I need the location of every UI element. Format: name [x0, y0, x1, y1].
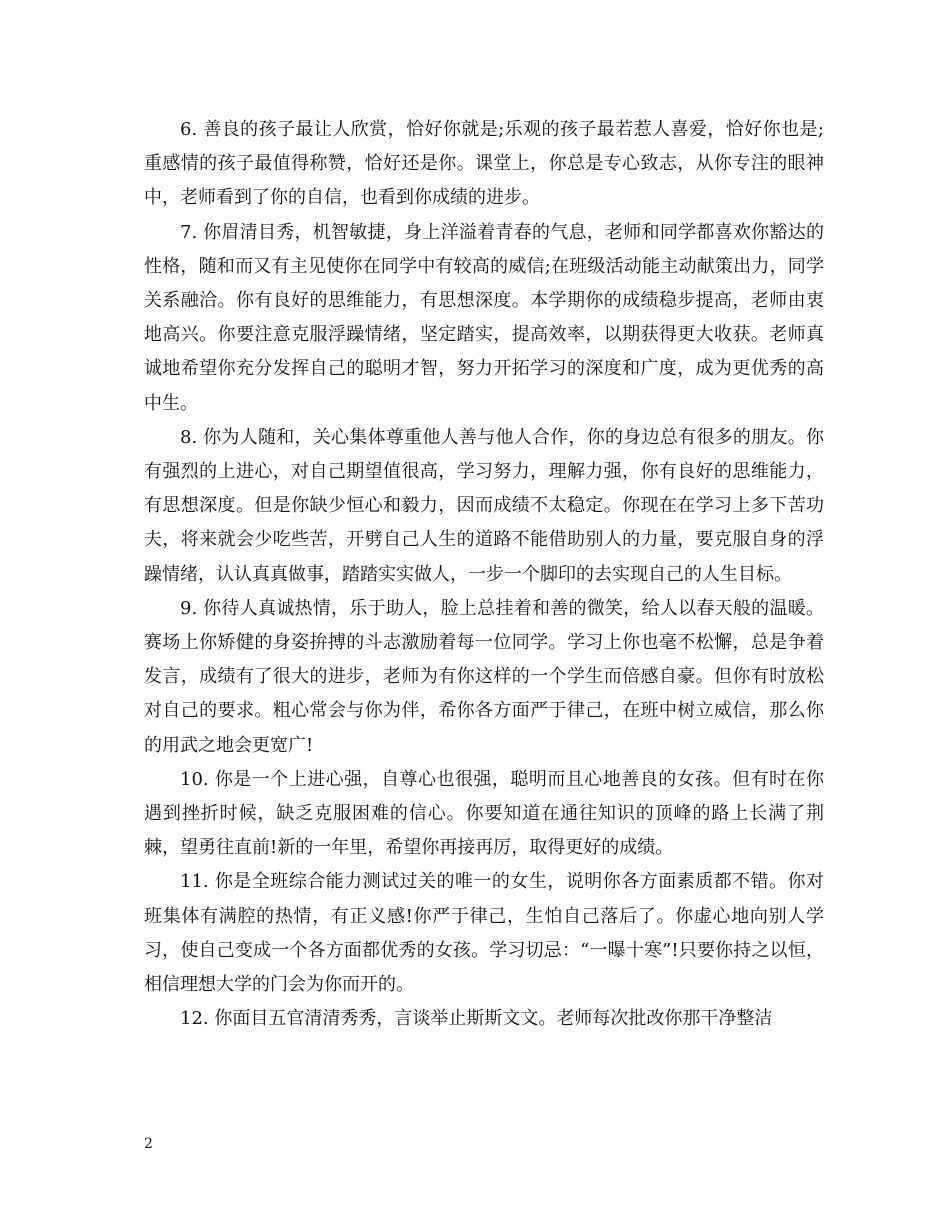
- paragraph-9: 9. 你待人真诚热情，乐于助人，脸上总挂着和善的微笑，给人以春天般的温暖。赛场上你矫健的身姿拚搏的斗志激励着每一位同学。学习上你也毫不松懈，总是争着发言，成绩有了很大的进步，老师为有你这样的一个学生而倍感自豪。但你有时放松对自己的要求。粗心常会与你为伴，希你各方面严于律己，在班中树立威信，那么你的用武之地会更宽广!: [144, 597, 824, 756]
- paragraph-12: 12. 你面目五官清清秀秀，言谈举止斯斯文文。老师每次批改你那干净整洁: [180, 1008, 773, 1030]
- paragraph-7: 7. 你眉清目秀，机智敏捷，身上洋溢着青春的气息，老师和同学都喜欢你豁达的性格，随和而又有主见使你在同学中有较高的威信;在班级活动能主动献策出力，同学关系融洽。你有良好的思维能力，有思想深度。本学期你的成绩稳步提高，老师由衷地高兴。你要注意克服浮躁情绪，坚定踏实，提高效率，以期获得更大收获。老师真诚地希望你充分发挥自己的聪明才智，努力开拓学习的深度和广度，成为更优秀的高中生。: [144, 221, 824, 414]
- paragraph-6: 6. 善良的孩子最让人欣赏，恰好你就是;乐观的孩子最若惹人喜爱，恰好你也是;重感情的孩子最值得称赞，恰好还是你。课堂上，你总是专心致志，从你专注的眼神中，老师看到了你的自信，也看到你成绩的进步。: [144, 119, 824, 209]
- paragraph-10: 10. 你是一个上进心强，自尊心也很强，聪明而且心地善良的女孩。但有时在你遇到挫折时候，缺乏克服困难的信心。你要知道在通往知识的顶峰的路上长满了荆棘，望勇往直前!新的一年里，希望你再接再厉，取得更好的成绩。: [144, 768, 824, 859]
- paragraph-11: 11. 你是全班综合能力测试过关的唯一的女生，说明你各方面素质都不错。你对班集体有满腔的热情，有正义感!你严于律己，生怕自己落后了。你虚心地向别人学习，使自己变成一个各方面都优秀的女孩。学习切忌：“一曝十寒”!只要你持之以恒，相信理想大学的门会为你而开的。: [144, 871, 824, 996]
- page-number: 2: [144, 1136, 153, 1152]
- paragraph-8: 8. 你为人随和，关心集体尊重他人善与他人合作，你的身边总有很多的朋友。你有强烈的上进心，对自己期望值很高，学习努力，理解力强，你有良好的思维能力，有思想深度。但是你缺少恒心和毅力，因而成绩不太稳定。你现在在学习上多下苦功夫，将来就会少吃些苦，开劈自己人生的道路不能借助别人的力量，要克服自身的浮躁情绪，认认真真做事，踏踏实实做人，一步一个脚印的去实现自己的人生目标。: [144, 426, 824, 585]
- document-body: [144, 113, 824, 1036]
